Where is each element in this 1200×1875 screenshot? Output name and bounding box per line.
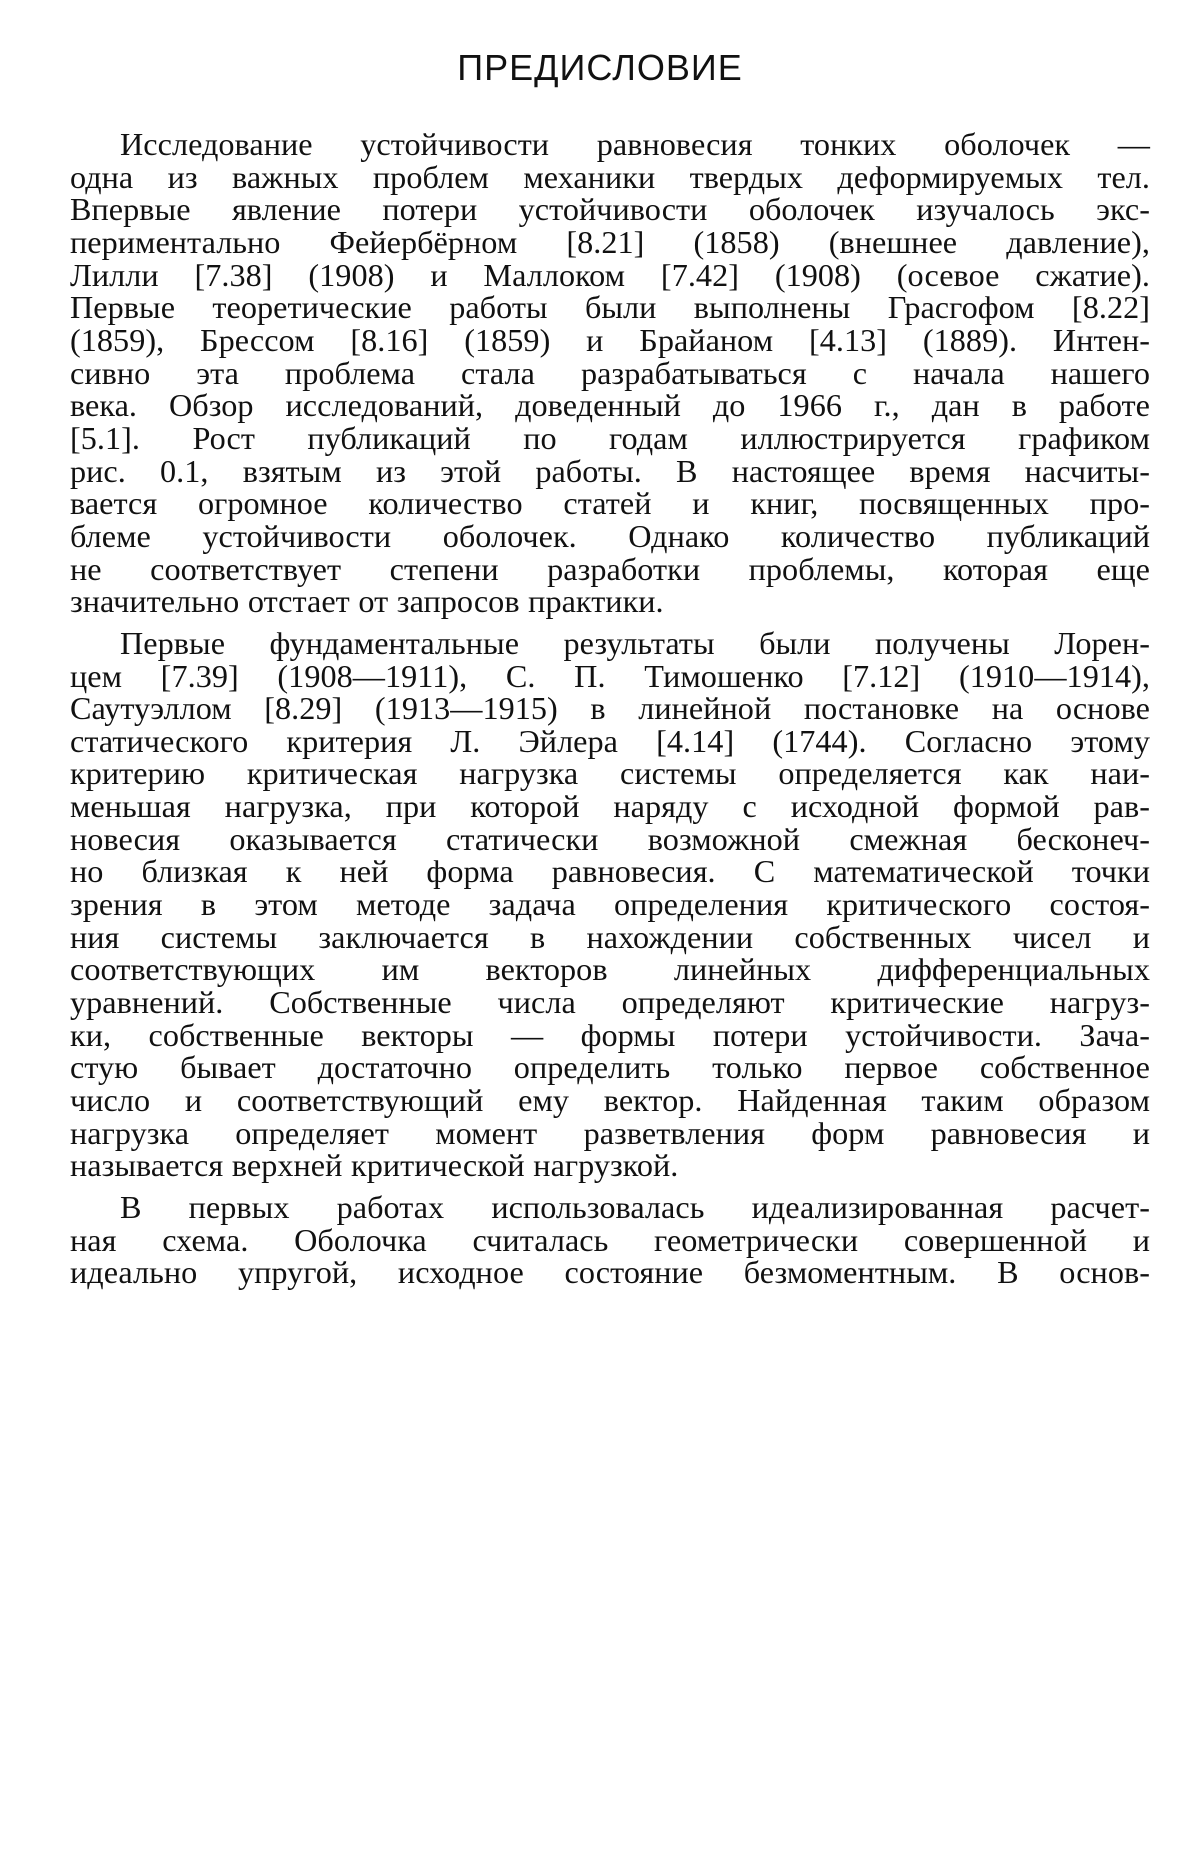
text-line: цем [7.39] (1908—1911), С. П. Тимошенко [7.12] (1910—1914), (70, 657, 1150, 694)
text-line: блеме устойчивости оболочек. Однако количество публикаций (70, 517, 1150, 554)
text-line: Исследование устойчивости равновесия тонких оболочек — (120, 126, 1150, 162)
text-line: статического критерия Л. Эйлера [4.14] (1744). Согласно этому (70, 722, 1150, 759)
text-line: В первых работах использовалась идеализированная расчет- (120, 1189, 1150, 1225)
paragraph-2 (70, 624, 1150, 1184)
text-line: периментально Фейербёрном [8.21] (1858) (внешнее давление), (70, 223, 1150, 260)
text-line: вается огромное количество статей и книг, посвященных про- (70, 485, 1150, 522)
text-line: число и соответствующий ему вектор. Найденная таким образом (70, 1082, 1150, 1119)
text-line: одна из важных проблем механики твердых деформируемых тел. (70, 158, 1150, 195)
text-line: меньшая нагрузка, при которой наряду с исходной формой рав- (70, 788, 1150, 825)
text-line: значительно отстает от запросов практики. (70, 583, 664, 620)
text-line: соответствующих им векторов линейных дифференциальных (70, 951, 1150, 988)
text-line: рис. 0.1, взятым из этой работы. В настоящее время насчиты- (70, 452, 1150, 489)
text-line: Лилли [7.38] (1908) и Маллоком [7.42] (1908) (осевое сжатие). (70, 256, 1150, 293)
text-line: уравнений. Собственные числа определяют критические нагруз- (70, 984, 1150, 1021)
text-line: Первые теоретические работы были выполнены Грасгофом [8.22] (70, 289, 1150, 326)
text-line: критерию критическая нагрузка системы определяется как наи- (70, 755, 1150, 792)
text-line: новесия оказывается статически возможной смежная бесконеч- (70, 820, 1150, 857)
text-line: нагрузка определяет момент разветвления форм равновесия и (70, 1114, 1150, 1151)
page-title: ПРЕДИСЛОВИЕ (457, 47, 743, 88)
text-line: зрения в этом методе задача определения критического состоя- (70, 886, 1150, 923)
text-line: Впервые явление потери устойчивости оболочек изучалось экс- (70, 191, 1150, 228)
body-text (70, 128, 1150, 1289)
text-line: сивно эта проблема стала разрабатываться с начала нашего (70, 354, 1150, 391)
paragraph-1 (70, 128, 1150, 618)
text-line: называется верхней критической нагрузкой. (70, 1147, 679, 1184)
text-line: ная схема. Оболочка считалась геометрически совершенной и (70, 1221, 1150, 1258)
text-line: (1859), Брессом [8.16] (1859) и Брайаном [4.13] (1889). Интен- (70, 321, 1150, 358)
text-line: ки, собственные векторы — формы потери устойчивости. Зача- (70, 1016, 1150, 1053)
text-line: века. Обзор исследований, доведенный до 1966 г., дан в работе (70, 387, 1150, 424)
text-line: но близкая к ней форма равновесия. С математической точки (70, 853, 1150, 890)
text-line: стую бывает достаточно определить только первое собственное (70, 1049, 1150, 1086)
text-line: не соответствует степени разработки проблемы, которая еще (70, 550, 1150, 587)
text-line: ния системы заключается в нахождении собственных чисел и (70, 918, 1150, 955)
text-line: [5.1]. Рост публикаций по годам иллюстрируется графиком (70, 419, 1150, 456)
text-line: Первые фундаментальные результаты были получены Лорен- (120, 624, 1150, 661)
text-line: Саутуэллом [8.29] (1913—1915) в линейной постановке на основе (70, 690, 1150, 727)
paragraph-3 (70, 1191, 1150, 1289)
text-line: идеально упругой, исходное состояние безмоментным. В основ- (70, 1254, 1150, 1291)
